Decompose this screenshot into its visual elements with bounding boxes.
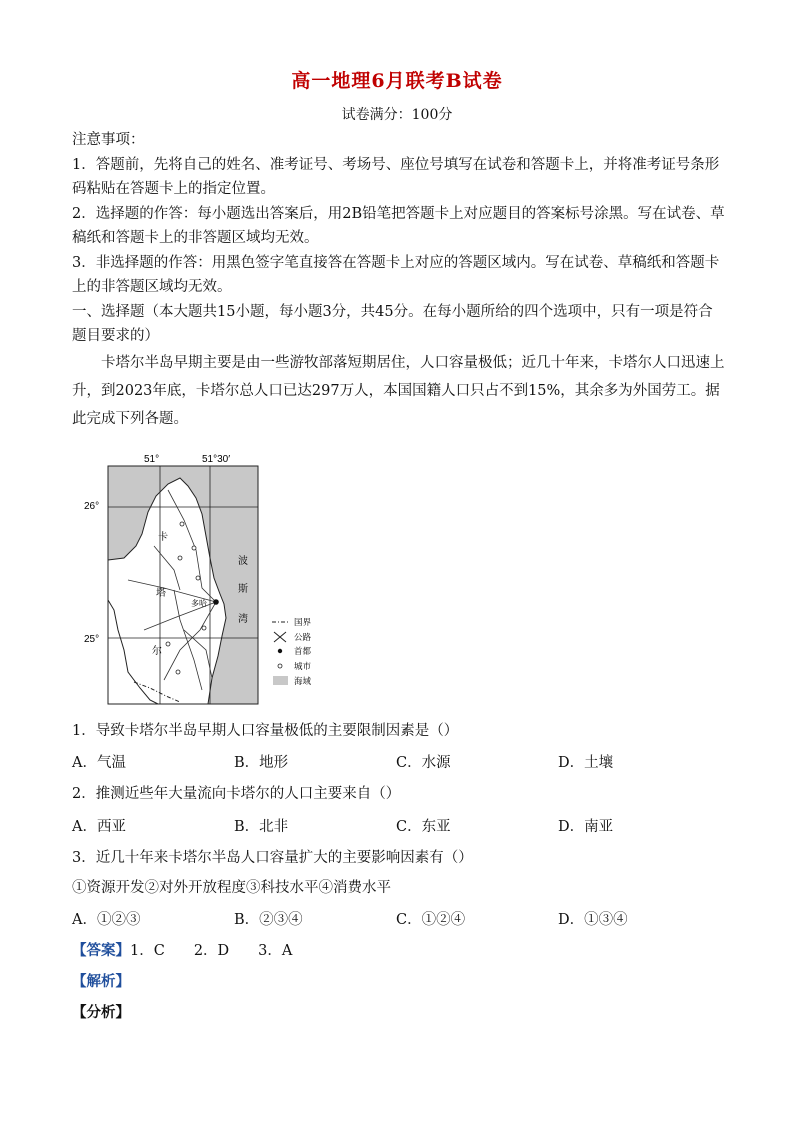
notice-item-1: 1．答题前，先将自己的姓名、准考证号、考场号、座位号填写在试卷和答题卡上，并将准考证号条形码粘贴在答题卡上的指定位置。 [72,156,720,197]
section-heading: 一、选择题（本大题共15小题，每小题3分，共45分。在每小题所给的四个选项中，只有一项是符合题目要求的） [72,303,713,344]
q3-option-a: A．①②③ [72,912,141,928]
score-note: 试卷满分：100分 [341,107,453,123]
q3-option-c: C．①②④ [396,912,466,928]
place-label-ta: 塔 [156,588,166,599]
notice-heading: 注意事项： [72,132,145,148]
q2-option-a: A．西亚 [72,819,126,835]
question-3-substem: ①资源开发②对外开放程度③科技水平④消费水平 [72,880,391,896]
capital-label: 多哈 [191,599,207,608]
map-legend [272,618,312,687]
lon-label-51: 51° [144,454,160,465]
q3-option-d: D．①③④ [558,912,628,928]
analysis-line [72,970,732,991]
instructions [72,128,727,433]
qatar-map [84,450,344,712]
question-3-stem: 3．近几十年来卡塔尔半岛人口容量扩大的主要影响因素有（） [72,850,473,866]
question-3-options [72,908,732,928]
legend-border: 国界 [294,618,312,628]
lat-label-26: 26° [84,501,100,512]
q1-option-b: B．地形 [234,755,289,771]
lon-label-51-30: 51°30′ [202,454,231,465]
q2-option-c: C．东亚 [396,819,451,835]
place-label-er: 尔 [152,646,162,657]
page-title: 高一地理6月联考B试卷 [291,70,503,92]
place-label-ka: 卡 [158,532,168,543]
answer-line [72,939,732,960]
capital-marker [213,599,219,605]
legend-capital: 首都 [294,647,312,657]
fenxi-label: 【分析】 [72,1004,130,1021]
q1-option-d: D．土壤 [558,755,614,771]
q3-option-b: B．②③④ [234,912,303,928]
q2-option-d: D．南亚 [558,819,614,835]
notice-item-3: 3．非选择题的作答：用黑色签字笔直接答在答题卡上对应的答题区域内。写在试卷、草稿纸和答题卡上的非答题区域均无效。 [72,254,720,295]
legend-sea: 海域 [294,677,312,687]
lat-label-25: 25° [84,634,100,645]
fenxi-line [72,1001,732,1022]
q1-option-a: A．气温 [72,755,126,771]
legend-city: 城市 [294,662,312,672]
analysis-label: 【解析】 [72,973,130,990]
question-1-stem: 1．导致卡塔尔半岛早期人口容量极低的主要限制因素是（） [72,723,459,739]
q2-option-b: B．北非 [234,819,289,835]
question-2-options [72,815,732,835]
sea-label-si: 斯 [238,584,248,595]
question-2-stem: 2．推测近些年大量流向卡塔尔的人口主要来自（） [72,786,401,802]
answer-text: 1．C 2．D 3．A [130,943,293,959]
sea-label-wan: 湾 [238,614,248,625]
notice-item-2: 2．选择题的作答：每小题选出答案后，用2B铅笔把答题卡上对应题目的答案标号涂黑。写在试卷、草稿纸和答题卡上的非答题区域均无效。 [72,205,725,246]
legend-road: 公路 [294,633,312,643]
q1-option-c: C．水源 [396,755,451,771]
reading-passage: 卡塔尔半岛早期主要是由一些游牧部落短期居住，人口容量极低；近几十年来，卡塔尔人口迅速上升，到2023年底，卡塔尔总人口已达297万人，本国国籍人口只占不到15%，其余多为外国劳工。据此完成下列各题。 [72,354,725,427]
question-1-options [72,751,732,771]
answer-label: 【答案】 [72,942,130,959]
sea-label-bo: 波 [238,556,248,567]
